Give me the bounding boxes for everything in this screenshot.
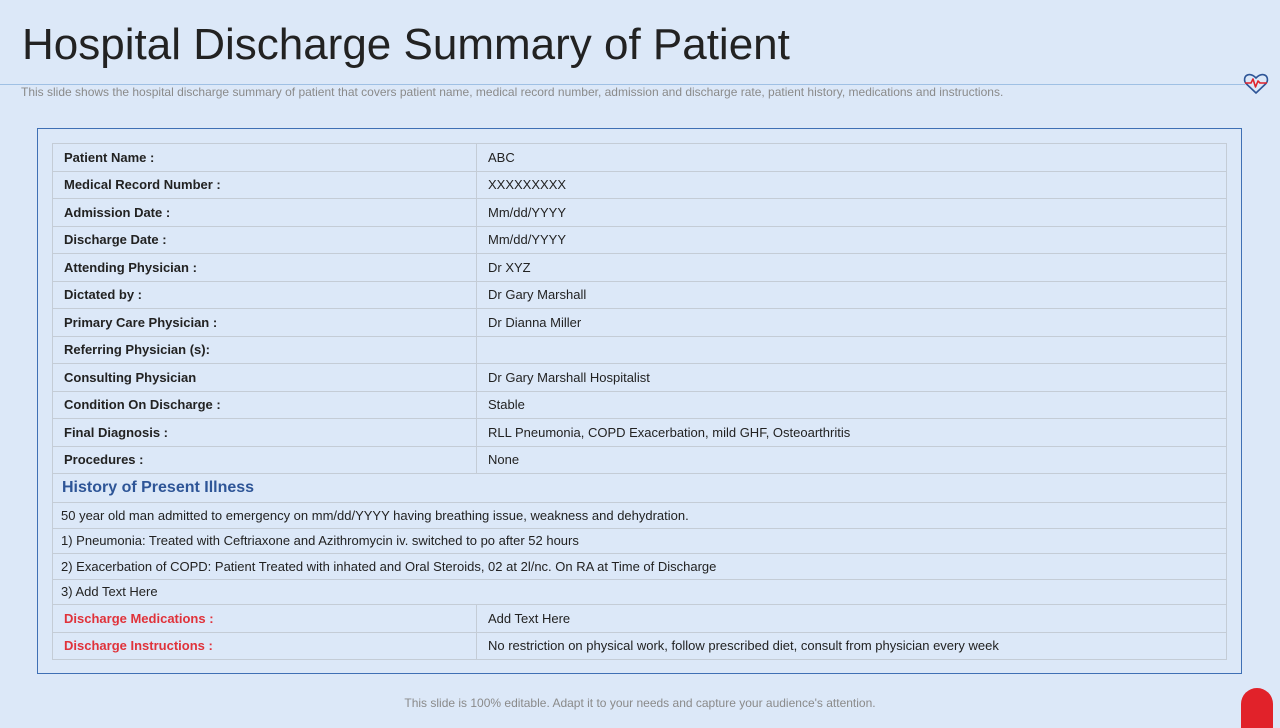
field-value: Dr Gary Marshall — [477, 281, 1227, 309]
field-label: Primary Care Physician : — [53, 309, 477, 337]
history-row — [53, 528, 1227, 554]
history-row — [53, 503, 1227, 529]
field-label: Medical Record Number : — [53, 171, 477, 199]
field-value: Stable — [477, 391, 1227, 419]
history-line: 2) Exacerbation of COPD: Patient Treated with inhated and Oral Steroids, 02 at 2l/nc. On RA at Time of Discharge — [53, 554, 1227, 580]
field-label: Dictated by : — [53, 281, 477, 309]
discharge-instructions-row — [53, 632, 1227, 660]
table-row — [53, 309, 1227, 337]
field-label: Final Diagnosis : — [53, 419, 477, 447]
table-row — [53, 281, 1227, 309]
page-title: Hospital Discharge Summary of Patient — [22, 20, 790, 69]
table-row — [53, 254, 1227, 282]
field-label: Attending Physician : — [53, 254, 477, 282]
field-value: Mm/dd/YYYY — [477, 226, 1227, 254]
table-row — [53, 364, 1227, 392]
field-value: Dr XYZ — [477, 254, 1227, 282]
discharge-medications-value: Add Text Here — [477, 605, 1227, 633]
footer-note: This slide is 100% editable. Adapt it to your needs and capture your audience's attention. — [404, 696, 876, 710]
field-value: None — [477, 446, 1227, 474]
table-row — [53, 391, 1227, 419]
discharge-medications-label: Discharge Medications : — [53, 605, 477, 633]
table-row — [53, 171, 1227, 199]
field-value: Dr Dianna Miller — [477, 309, 1227, 337]
field-value: XXXXXXXXX — [477, 171, 1227, 199]
field-value — [477, 336, 1227, 364]
history-row — [53, 554, 1227, 580]
heart-pulse-icon — [1243, 72, 1269, 96]
history-heading: History of Present Illness — [53, 474, 1227, 503]
field-label: Discharge Date : — [53, 226, 477, 254]
history-line: 3) Add Text Here — [53, 579, 1227, 605]
discharge-instructions-value: No restriction on physical work, follow prescribed diet, consult from physician every week — [477, 632, 1227, 660]
history-heading-row — [53, 474, 1227, 503]
table-row — [53, 199, 1227, 227]
table-row — [53, 226, 1227, 254]
corner-decoration — [1241, 688, 1273, 728]
field-label: Condition On Discharge : — [53, 391, 477, 419]
field-label: Referring Physician (s): — [53, 336, 477, 364]
discharge-medications-row — [53, 605, 1227, 633]
table-row — [53, 446, 1227, 474]
field-label: Patient Name : — [53, 144, 477, 172]
field-label: Admission Date : — [53, 199, 477, 227]
field-value: Mm/dd/YYYY — [477, 199, 1227, 227]
field-value: Dr Gary Marshall Hospitalist — [477, 364, 1227, 392]
discharge-summary-table — [52, 143, 1227, 660]
table-row — [53, 144, 1227, 172]
discharge-instructions-label: Discharge Instructions : — [53, 632, 477, 660]
history-line: 50 year old man admitted to emergency on mm/dd/YYYY having breathing issue, weakness and dehydration. — [53, 503, 1227, 529]
field-value: RLL Pneumonia, COPD Exacerbation, mild GHF, Osteoarthritis — [477, 419, 1227, 447]
history-line: 1) Pneumonia: Treated with Ceftriaxone and Azithromycin iv. switched to po after 52 hours — [53, 528, 1227, 554]
field-value: ABC — [477, 144, 1227, 172]
field-label: Consulting Physician — [53, 364, 477, 392]
table-row — [53, 336, 1227, 364]
history-row — [53, 579, 1227, 605]
table-row — [53, 419, 1227, 447]
field-label: Procedures : — [53, 446, 477, 474]
page-subtitle: This slide shows the hospital discharge summary of patient that covers patient name, medical record number, admission and discharge rate, patient history, medications and instructions. — [21, 85, 1004, 99]
